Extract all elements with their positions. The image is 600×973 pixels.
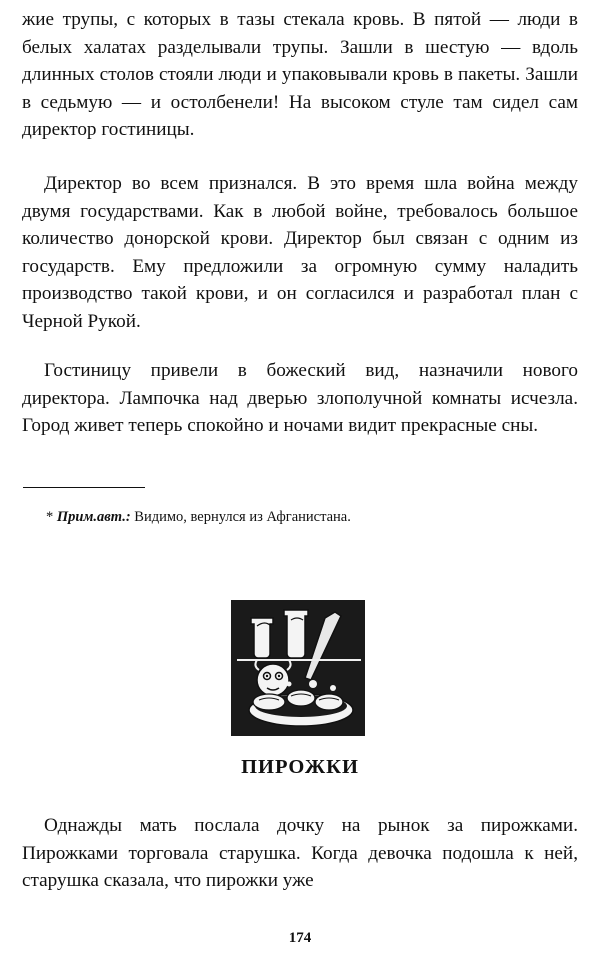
- page-number: 174: [288, 930, 312, 946]
- chapter-title: ПИРОЖКИ: [241, 756, 359, 778]
- text-block-pies-story: [22, 812, 578, 895]
- footnote-mark: *: [46, 509, 54, 525]
- paragraph-3: Гостиницу привели в божеский вид, назначили нового директора. Лампочка над дверью злополучной комнаты исчезла. Город живет теперь спокойно и ночами видит прекрасные сны.: [22, 360, 578, 437]
- paragraph-4: Однажды мать послала дочку на рынок за пирожками. Пирожками торговала старушка. Когда девочка подошла к ней, старушка сказала, что пирожки уже: [22, 815, 578, 892]
- footnote-divider: [23, 487, 145, 488]
- text-block-continuation: [22, 6, 578, 144]
- pies-illustration: [229, 598, 367, 738]
- text-block-ending: [22, 357, 578, 440]
- text-block-director: [22, 170, 578, 336]
- footnote-abbreviation: Прим.авт.:: [56, 509, 131, 525]
- footnote-text: Видимо, вернулся из Афганистана.: [134, 509, 351, 525]
- footnote: [46, 508, 351, 526]
- paragraph-2: Директор во всем признался. В это время шла война между двумя государствами. Как в любой войне, требовалось большое количество донорской крови. Директор был связан с одним из государств. Ему предложили за огромную сумму наладить производство такой крови, и он согласился и разработал план с Черной Рукой.: [22, 173, 578, 332]
- paragraph-1: жие трупы, с которых в тазы стекала кровь. В пятой — люди в белых халатах разделывали трупы. Зашли в шестую — вдоль длинных столов стояли люди и упаковывали кровь в пакеты. Зашли в седьмую — и остолбенели! На высоком стуле там сидел сам директор гостиницы.: [22, 9, 578, 141]
